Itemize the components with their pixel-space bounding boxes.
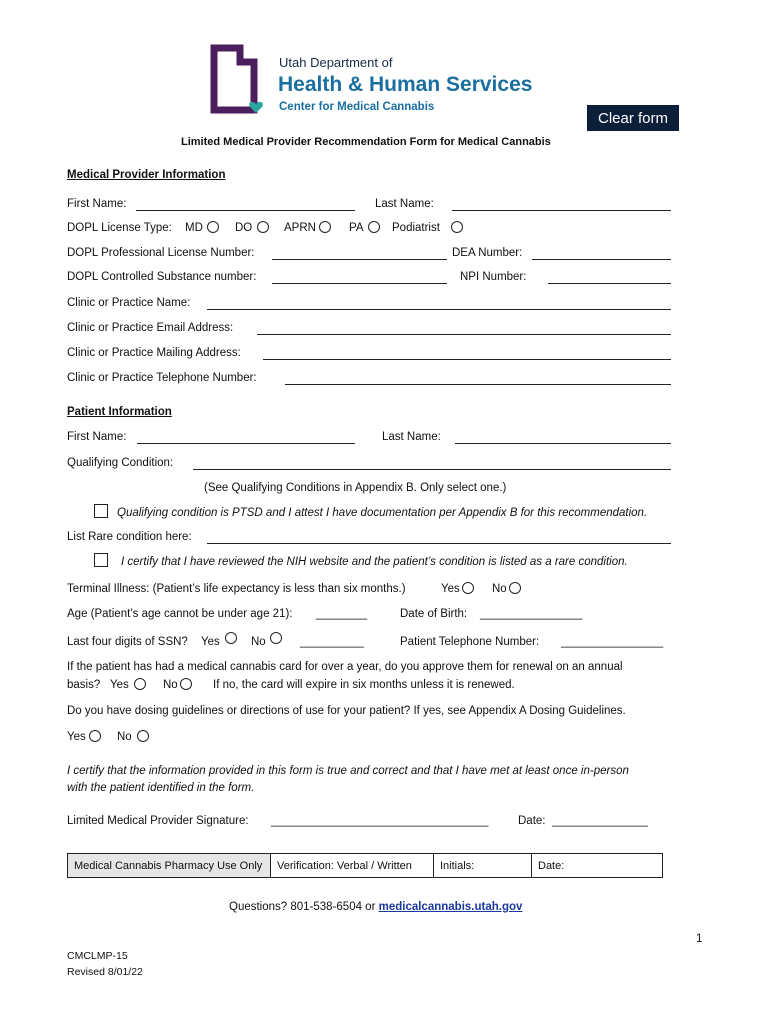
ssn-no-label: No — [251, 636, 266, 648]
provider-first-name-field[interactable] — [136, 210, 355, 211]
clinic-name-label: Clinic or Practice Name: — [67, 297, 191, 309]
nih-certify-checkbox[interactable] — [94, 553, 108, 567]
ptsd-attest-checkbox[interactable] — [94, 504, 108, 518]
signature-date-field[interactable]: _______________ — [552, 815, 648, 827]
provider-last-name-label: Last Name: — [375, 198, 434, 210]
dea-field[interactable] — [532, 259, 671, 260]
dob-label: Date of Birth: — [400, 608, 468, 620]
npi-label: NPI Number: — [460, 271, 527, 283]
provider-section-title: Medical Provider Information — [67, 169, 226, 181]
certify-statement-1: I certify that the information provided in this form is true and correct and that I have met at least once in-person — [67, 765, 629, 777]
patient-last-name-label: Last Name: — [382, 431, 441, 443]
renewal-no-label: No — [163, 679, 178, 691]
ssn-label: Last four digits of SSN? — [67, 636, 188, 648]
form-code: CMCLMP-15 — [67, 950, 128, 962]
terminal-yes-label: Yes — [441, 583, 460, 595]
questions-text: Questions? 801-538-6504 or — [229, 901, 376, 913]
org-line-1: Utah Department of — [279, 55, 393, 70]
clinic-phone-field[interactable] — [285, 384, 671, 385]
podiatrist-radio[interactable] — [451, 221, 463, 233]
pa-label: PA — [349, 222, 364, 234]
pharmacy-use-cell: Medical Cannabis Pharmacy Use Only — [68, 854, 271, 878]
utah-state-logo — [210, 44, 272, 116]
clinic-mailing-label: Clinic or Practice Mailing Address: — [67, 347, 241, 359]
renewal-yes-label: Yes — [110, 679, 129, 691]
pa-radio[interactable] — [368, 221, 380, 233]
age-field[interactable]: ________ — [316, 608, 368, 620]
dosing-question: Do you have dosing guidelines or directions of use for your patient? If yes, see Appendix A Dosing Guidelines. — [67, 705, 626, 717]
qualifying-condition-field[interactable] — [193, 469, 671, 470]
dob-field[interactable]: ________________ — [480, 608, 583, 620]
terminal-no-label: No — [492, 583, 507, 595]
initials-cell: Initials: — [434, 854, 532, 878]
aprn-label: APRN — [284, 222, 316, 234]
table-row — [68, 854, 663, 878]
age-label: Age (Patient’s age cannot be under age 21): — [67, 608, 293, 620]
ssn-yes-label: Yes — [201, 636, 220, 648]
terminal-no-radio[interactable] — [509, 582, 521, 594]
qualifying-condition-label: Qualifying Condition: — [67, 457, 174, 469]
terminal-illness-label: Terminal Illness: (Patient’s life expectancy is less than six months.) — [67, 583, 406, 595]
aprn-radio[interactable] — [319, 221, 331, 233]
clinic-name-field[interactable] — [207, 309, 671, 310]
form-title: Limited Medical Provider Recommendation Form for Medical Cannabis — [181, 136, 551, 148]
clinic-phone-label: Clinic or Practice Telephone Number: — [67, 372, 257, 384]
page-number: 1 — [696, 933, 703, 945]
ssn-field[interactable]: __________ — [300, 636, 364, 648]
org-line-3: Center for Medical Cannabis — [279, 101, 435, 113]
signature-label: Limited Medical Provider Signature: — [67, 815, 249, 827]
patient-phone-label: Patient Telephone Number: — [400, 636, 540, 648]
patient-section-title: Patient Information — [67, 406, 172, 418]
date-cell: Date: — [532, 854, 663, 878]
renewal-question: If the patient has had a medical cannabis card for over a year, do you approve them for renewal on an annual — [67, 661, 623, 673]
terminal-yes-radio[interactable] — [462, 582, 474, 594]
questions-line — [229, 901, 522, 913]
dosing-yes-radio[interactable] — [89, 730, 101, 742]
website-link[interactable]: medicalcannabis.utah.gov — [378, 901, 523, 913]
renewal-basis-label: basis? — [67, 679, 101, 691]
dosing-yes-label: Yes — [67, 731, 86, 743]
signature-date-label: Date: — [518, 815, 546, 827]
patient-first-name-field[interactable] — [137, 443, 355, 444]
renewal-yes-radio[interactable] — [134, 678, 146, 690]
ptsd-attest-label: Qualifying condition is PTSD and I attest I have documentation per Appendix B for this recommendation. — [117, 507, 648, 519]
clear-form-button[interactable]: Clear form — [587, 105, 679, 131]
controlled-substance-field[interactable] — [272, 283, 447, 284]
ssn-yes-radio[interactable] — [225, 632, 237, 644]
rare-condition-label: List Rare condition here: — [67, 531, 192, 543]
provider-last-name-field[interactable] — [452, 210, 671, 211]
dosing-no-label: No — [117, 731, 132, 743]
professional-license-field[interactable] — [272, 259, 447, 260]
clinic-email-field[interactable] — [257, 334, 671, 335]
controlled-substance-label: DOPL Controlled Substance number: — [67, 271, 257, 283]
md-label: MD — [185, 222, 203, 234]
ssn-no-radio[interactable] — [270, 632, 282, 644]
podiatrist-label: Podiatrist — [392, 222, 440, 234]
revised-date: Revised 8/01/22 — [67, 966, 143, 978]
npi-field[interactable] — [548, 283, 671, 284]
org-line-2: Health & Human Services — [278, 73, 533, 96]
do-label: DO — [235, 222, 253, 234]
patient-phone-field[interactable]: ________________ — [561, 636, 664, 648]
do-radio[interactable] — [257, 221, 269, 233]
license-type-label: DOPL License Type: — [67, 222, 172, 234]
dea-label: DEA Number: — [452, 247, 523, 259]
renewal-no-radio[interactable] — [180, 678, 192, 690]
provider-first-name-label: First Name: — [67, 198, 127, 210]
clinic-email-label: Clinic or Practice Email Address: — [67, 322, 234, 334]
signature-field[interactable]: __________________________________ — [271, 815, 489, 827]
patient-first-name-label: First Name: — [67, 431, 127, 443]
renewal-note: If no, the card will expire in six months unless it is renewed. — [213, 679, 515, 691]
rare-condition-field[interactable] — [207, 543, 671, 544]
md-radio[interactable] — [207, 221, 219, 233]
patient-last-name-field[interactable] — [455, 443, 671, 444]
verification-cell: Verification: Verbal / Written — [271, 854, 434, 878]
pharmacy-use-table — [67, 853, 663, 878]
clinic-mailing-field[interactable] — [263, 359, 671, 360]
certify-statement-2: with the patient identified in the form. — [67, 782, 255, 794]
dosing-no-radio[interactable] — [137, 730, 149, 742]
see-appendix-note: (See Qualifying Conditions in Appendix B. Only select one.) — [204, 482, 507, 494]
professional-license-label: DOPL Professional License Number: — [67, 247, 255, 259]
nih-certify-label: I certify that I have reviewed the NIH website and the patient’s condition is listed as a rare condition. — [121, 556, 628, 568]
